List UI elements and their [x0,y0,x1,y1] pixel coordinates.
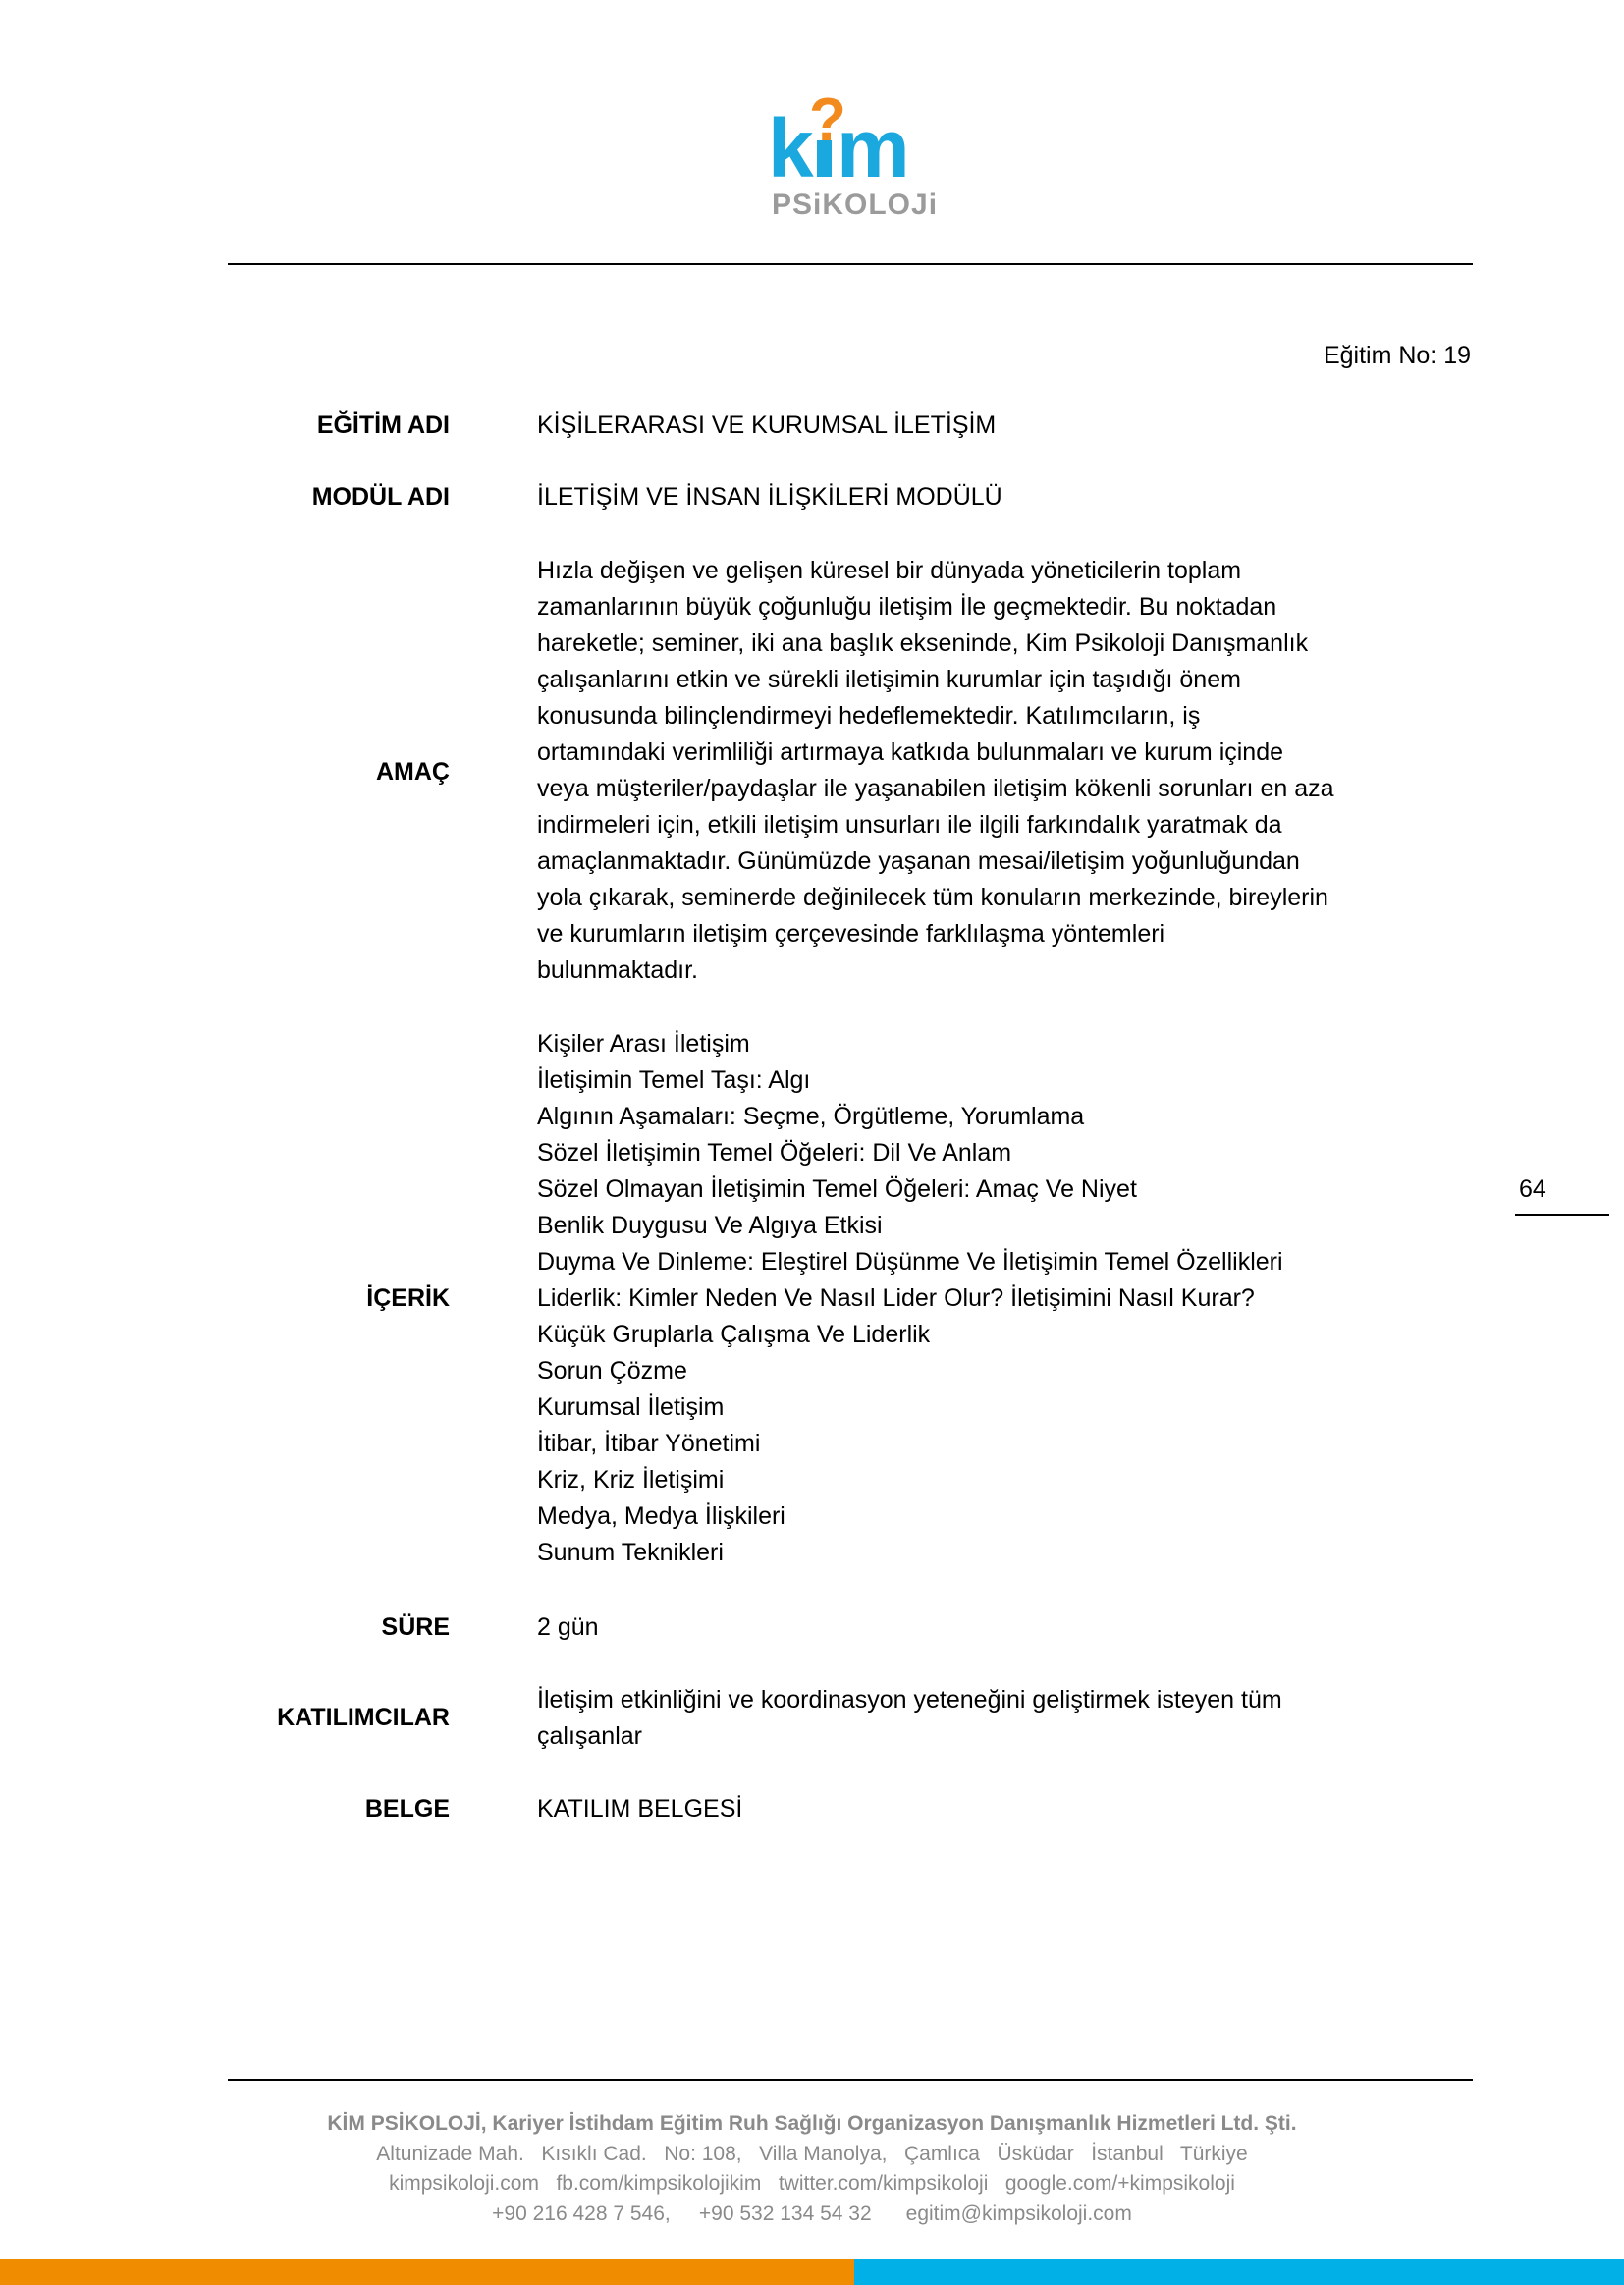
content-item: Liderlik: Kimler Neden Ve Nasıl Lider Olur? İletişimini Nasıl Kurar? [537,1284,1255,1312]
footer-address: Altunizade Mah. Kısıklı Cad. No: 108, Villa Manolya, Çamlıca Üsküdar İstanbul Türkiye [376,2143,1248,2165]
purpose-line: bulunmaktadır. [537,956,698,984]
footer-company [0,2112,1624,2136]
content-item: Kişiler Arası İletişim [537,1030,750,1058]
purpose-line: veya müşteriler/paydaşlar ile yaşanabilen iletişim kökenli sorunları en aza [537,775,1334,802]
certificate-label: BELGE [364,1795,450,1823]
content-item: İletişimin Temel Taşı: Algı [537,1066,811,1094]
purpose-line: yola çıkarak, seminerde değinilecek tüm konuların merkezinde, bireylerin [537,884,1328,911]
purpose-line: amaçlanmaktadır. Günümüzde yaşanan mesai/iletişim yoğunluğundan [537,847,1300,875]
purpose-line: zamanlarının büyük çoğunluğu iletişim İle geçmektedir. Bu noktadan [537,593,1277,621]
footer-contact[interactable]: +90 216 428 7 546, +90 532 134 54 32 egitim@kimpsikoloji.com [492,2203,1132,2225]
purpose-line: ortamındaki verimliliği artırmaya katkıda bulunmaları ve kurum içinde [537,738,1284,766]
purpose-line: ve kurumların iletişim çerçevesinde farklılaşma yöntemleri [537,920,1165,948]
content-list [537,1026,1283,1571]
purpose-label: AMAÇ [376,758,450,786]
purpose-line: konusunda bilinçlendirmeyi hedeflemektedir. Katılımcıların, iş [537,702,1201,730]
training-name-label: EĞİTİM ADI [316,411,450,439]
purpose-line: hareketle; seminer, iki ana başlık ekseninde, Kim Psikoloji Danışmanlık [537,629,1309,657]
footer-bar-blue [854,2259,1624,2285]
module-name-value: İLETİŞİM VE İNSAN İLİŞKİLERİ MODÜLÜ [537,483,1002,511]
content-label: İÇERİK [366,1284,450,1312]
module-name-label: MODÜL ADI [311,483,450,511]
content-item: İtibar, İtibar Yönetimi [537,1430,761,1457]
content-item: Duyma Ve Dinleme: Eleştirel Düşünme Ve İletişimin Temel Özellikleri [537,1248,1283,1276]
purpose-line: indirmeleri için, etkili iletişim unsurları ile ilgili farkındalık yaratmak da [537,811,1282,839]
kim-psikoloji-logo [766,83,943,221]
footer-company-name: KİM PSİKOLOJİ [327,2112,481,2135]
purpose-line: çalışanlarını etkin ve sürekli iletişimin kurumlar için taşıdığı önem [537,666,1241,693]
content-item: Sözel İletişimin Temel Öğeleri: Dil Ve Anlam [537,1139,1012,1167]
participants-label: KATILIMCILAR [277,1704,450,1731]
duration-value: 2 gün [537,1613,599,1641]
footer-links[interactable]: kimpsikoloji.com fb.com/kimpsikolojikim twitter.com/kimpsikoloji google.com/+kimpsikoloji [389,2172,1235,2195]
duration-label: SÜRE [381,1613,450,1641]
participants-line: İletişim etkinliğini ve koordinasyon yeteneğini geliştirmek isteyen tüm [537,1686,1282,1714]
header-divider [228,263,1473,265]
content-item: Sözel Olmayan İletişimin Temel Öğeleri: Amaç Ve Niyet [537,1175,1137,1203]
svg-text:PSiKOLOJi: PSiKOLOJi [772,189,939,221]
footer-company-rest: , Kariyer İstihdam Eğitim Ruh Sağlığı Organizasyon Danışmanlık Hizmetleri Ltd. Şti. [480,2112,1297,2135]
content-item: Kurumsal İletişim [537,1393,725,1421]
content-item: Algının Aşamaları: Seçme, Örgütleme, Yorumlama [537,1103,1085,1130]
content-item: Küçük Gruplarla Çalışma Ve Liderlik [537,1321,931,1348]
svg-text:m: m [837,102,910,194]
footer-divider [228,2079,1473,2081]
purpose-line: Hızla değişen ve gelişen küresel bir dünyada yöneticilerin toplam [537,557,1242,584]
content-item: Sorun Çözme [537,1357,687,1385]
svg-text:?: ? [809,86,846,154]
page-number: 64 [1519,1175,1546,1203]
svg-text:k: k [768,102,814,194]
content-item: Benlik Duygusu Ve Algıya Etkisi [537,1212,883,1239]
purpose-text [537,553,1334,989]
participants-text [537,1682,1282,1755]
page-number-underline [1515,1214,1609,1216]
certificate-value: KATILIM BELGESİ [537,1795,743,1823]
content-item: Medya, Medya İlişkileri [537,1502,785,1530]
footer-bar-orange [0,2259,854,2285]
content-item: Kriz, Kriz İletişimi [537,1466,725,1494]
training-name-value: KİŞİLERARASI VE KURUMSAL İLETİŞİM [537,411,997,439]
training-number: Eğitim No: 19 [1323,342,1471,369]
participants-line: çalışanlar [537,1722,642,1750]
content-item: Sunum Teknikleri [537,1539,724,1566]
